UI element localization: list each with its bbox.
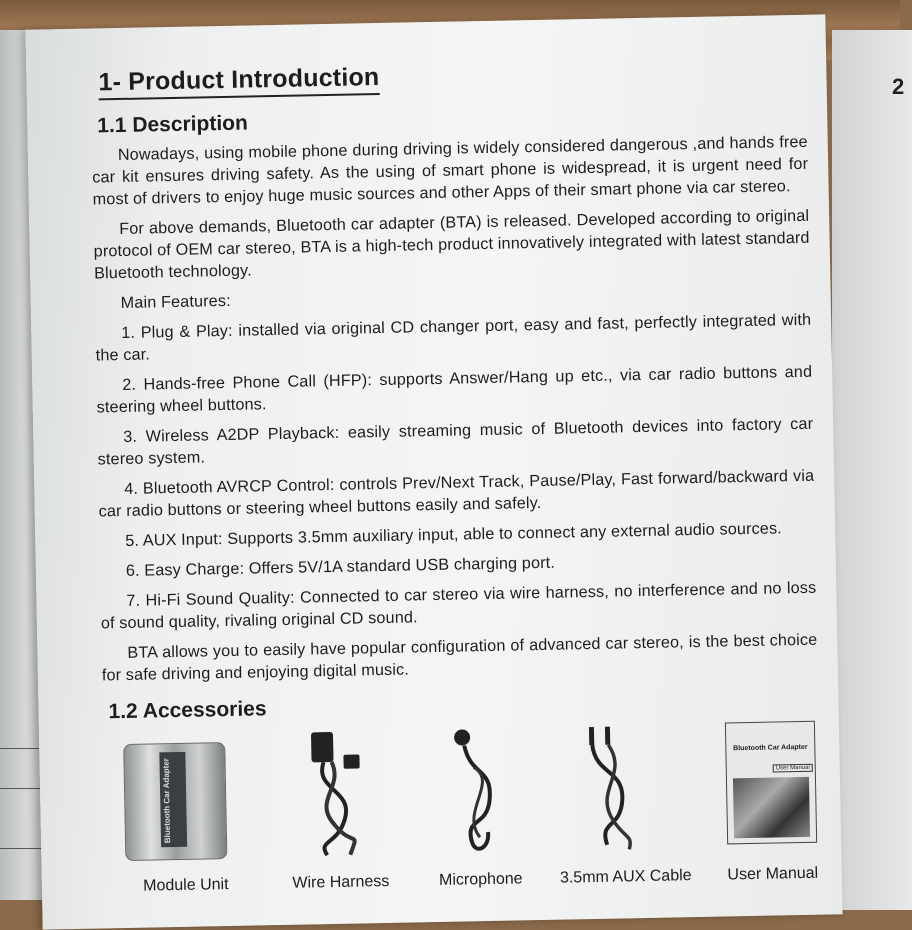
closing-paragraph: BTA allows you to easily have popular configuration of advanced car stereo, is the best choice for safe driving and enjoying digital music.	[101, 630, 818, 685]
accessory-label: Wire Harness	[292, 872, 390, 892]
accessory-label: User Manual	[727, 864, 819, 884]
feature-1: 1. Plug & Play: installed via original CD changer port, easy and fast, perfectly integrated with the car.	[95, 310, 812, 365]
next-page-edge	[832, 30, 912, 910]
wire-harness-icon	[303, 729, 375, 860]
user-manual-icon	[725, 721, 817, 845]
feature-7: 7. Hi-Fi Sound Quality: Connected to car stereo via wire harness, no interference and no loss of sound quality, rivaling original CD sound.	[100, 578, 817, 633]
accessory-aux-cable	[559, 724, 692, 887]
feature-5: 5. AUX Input: Supports 3.5mm auxiliary input, able to connect any external audio sources.	[125, 519, 783, 550]
description-heading: 1.1 Description	[97, 111, 249, 138]
feature-3: 3. Wireless A2DP Playback: easily streaming music of Bluetooth devices into factory car stereo system.	[97, 414, 814, 469]
module-unit-icon	[123, 742, 227, 861]
section-title: 1- Product Introduction	[98, 63, 380, 100]
accessories-heading: 1.2 Accessories	[108, 697, 267, 724]
accessories-row	[103, 721, 822, 905]
manual-cover-subtitle: User Manual	[773, 764, 813, 773]
accessory-microphone	[438, 727, 523, 889]
manual-cover-title: Bluetooth Car Adapter	[733, 743, 808, 753]
aux-cable-icon	[583, 724, 645, 855]
page-content	[90, 55, 822, 905]
module-unit-text: Bluetooth Car Adapter	[161, 757, 173, 843]
description-paragraph-1: Nowadays, using mobile phone during driving is widely considered dangerous ,and hands free car kit ensures driving safety. As the using of smart phone is widespread, it is urgent need for most of drivers to enjoy huge music sources and other Apps of their smart phone via car stereo.	[92, 132, 809, 209]
accessory-wire-harness	[292, 729, 390, 892]
features-heading: Main Features:	[120, 291, 231, 312]
feature-2: 2. Hands-free Phone Call (HFP): supports Answer/Hang up etc., via car radio buttons and steering wheel buttons.	[96, 362, 813, 417]
next-page-number: 2	[892, 74, 905, 99]
microphone-icon	[448, 727, 510, 858]
feature-4: 4. Bluetooth AVRCP Control: controls Prev/Next Track, Pause/Play, Fast forward/backward via car radio buttons or steering wheel buttons easily and safely.	[98, 466, 815, 521]
accessory-label: Microphone	[438, 870, 523, 889]
manual-page	[25, 14, 842, 929]
description-paragraph-2: For above demands, Bluetooth car adapter (BTA) is released. Developed according to original protocol of OEM car stereo, BTA is a high-tech product innovatively integrated with latest standard Bluetooth technology.	[93, 206, 810, 283]
accessory-label: Module Unit	[143, 876, 229, 895]
accessory-label: 3.5mm AUX Cable	[559, 867, 692, 887]
feature-6: 6. Easy Charge: Offers 5V/1A standard USB charging port.	[125, 553, 556, 580]
